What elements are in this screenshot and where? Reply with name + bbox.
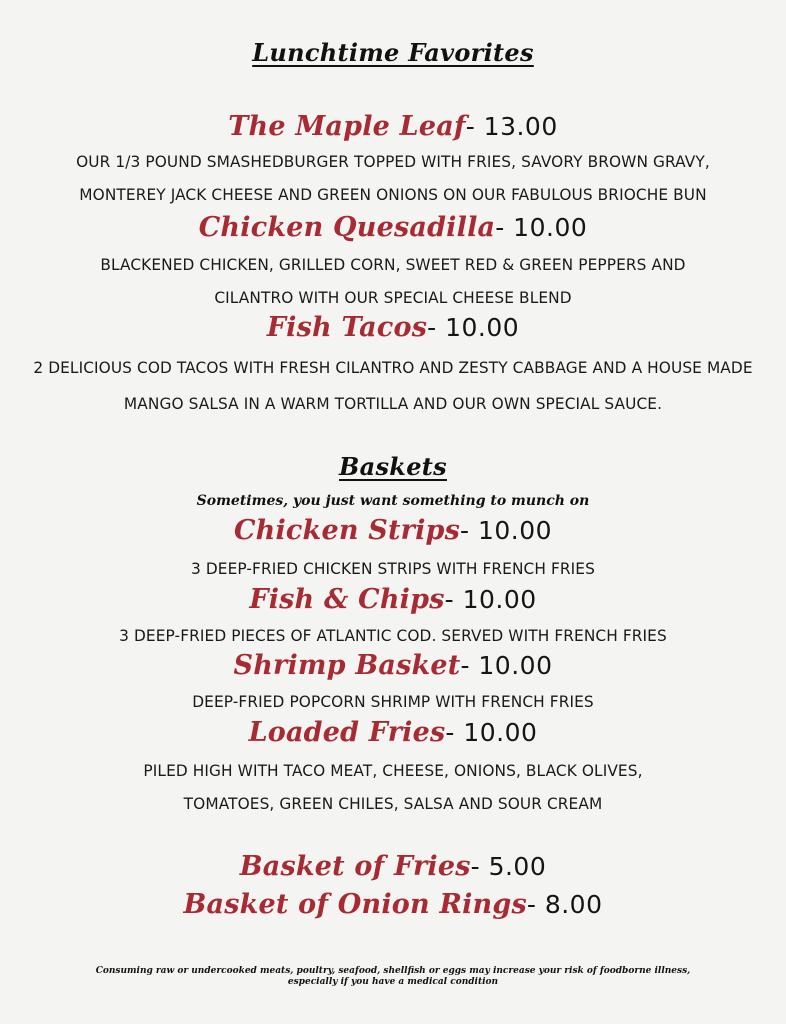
- disclaimer-line: especially if you have a medical condition: [287, 977, 499, 987]
- menu-item-chicken-strips: [0, 517, 786, 544]
- item-name: Loaded Fries: [248, 717, 446, 748]
- item-price: - 10.00: [460, 516, 553, 545]
- item-name: Fish & Chips: [249, 584, 445, 615]
- item-description: 3 DEEP-FRIED PIECES OF ATLANTIC COD. SERVED WITH FRENCH FRIES: [119, 626, 667, 645]
- item-name: Basket of Onion Rings: [183, 889, 527, 920]
- menu-item-maple-leaf: [0, 113, 786, 140]
- item-price: - 5.00: [470, 852, 547, 881]
- menu-item-basket-of-fries: [0, 853, 786, 880]
- item-name: Chicken Quesadilla: [198, 212, 496, 243]
- menu-item-shrimp-basket: [0, 652, 786, 679]
- item-description: TOMATOES, GREEN CHILES, SALSA AND SOUR CREAM: [183, 794, 603, 813]
- item-price: - 10.00: [427, 313, 520, 342]
- disclaimer: [0, 966, 786, 988]
- menu-item-basket-of-onion-rings: [0, 891, 786, 918]
- item-price: - 10.00: [445, 718, 538, 747]
- item-description: BLACKENED CHICKEN, GRILLED CORN, SWEET RED & GREEN PEPPERS AND: [100, 255, 686, 274]
- item-name: The Maple Leaf: [228, 111, 466, 142]
- item-price: - 8.00: [526, 890, 603, 919]
- lunch-heading: Lunchtime Favorites: [252, 38, 534, 67]
- disclaimer-line: Consuming raw or undercooked meats, poultry, seafood, shellfish or eggs may increase your risk of foodborne illness,: [95, 966, 691, 976]
- item-price: - 13.00: [465, 112, 558, 141]
- menu-item-fish-tacos: [0, 314, 786, 341]
- item-description: 3 DEEP-FRIED CHICKEN STRIPS WITH FRENCH FRIES: [191, 559, 595, 578]
- item-name: Basket of Fries: [239, 851, 471, 882]
- item-name: Chicken Strips: [233, 515, 461, 546]
- item-price: - 10.00: [495, 213, 588, 242]
- menu-item-chicken-quesadilla: [0, 214, 786, 241]
- item-description: 2 DELICIOUS COD TACOS WITH FRESH CILANTRO AND ZESTY CABBAGE AND A HOUSE MADE: [33, 358, 753, 377]
- item-description: CILANTRO WITH OUR SPECIAL CHEESE BLEND: [214, 288, 572, 307]
- item-description: PILED HIGH WITH TACO MEAT, CHEESE, ONIONS, BLACK OLIVES,: [143, 761, 643, 780]
- item-price: - 10.00: [460, 651, 553, 680]
- baskets-heading: Baskets: [339, 452, 447, 481]
- item-price: - 10.00: [444, 585, 537, 614]
- menu-item-fish-and-chips: [0, 586, 786, 613]
- item-description: MANGO SALSA IN A WARM TORTILLA AND OUR OWN SPECIAL SAUCE.: [123, 394, 663, 413]
- item-name: Shrimp Basket: [233, 650, 461, 681]
- item-description: MONTEREY JACK CHEESE AND GREEN ONIONS ON OUR FABULOUS BRIOCHE BUN: [79, 185, 707, 204]
- item-description: OUR 1/3 POUND SMASHEDBURGER TOPPED WITH FRIES, SAVORY BROWN GRAVY,: [76, 152, 710, 171]
- baskets-tagline: Sometimes, you just want something to munch on: [196, 493, 590, 509]
- menu-item-loaded-fries: [0, 719, 786, 746]
- item-description: DEEP-FRIED POPCORN SHRIMP WITH FRENCH FRIES: [192, 692, 594, 711]
- item-name: Fish Tacos: [266, 312, 428, 343]
